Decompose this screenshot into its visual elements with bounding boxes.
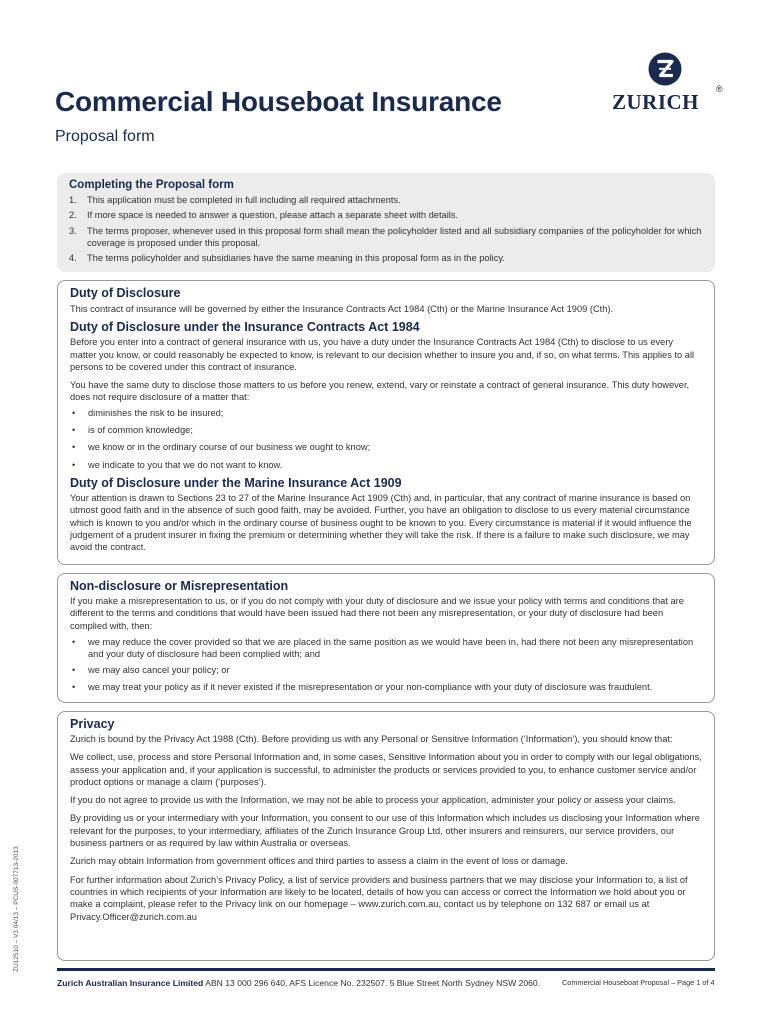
zurich-z-icon [648,52,682,86]
nondisclosure-heading: Non-disclosure or Misrepresentation [70,579,289,593]
list-item: • is of common knowledge; [72,425,193,436]
list-item: • we may reduce the cover provided so that we are placed in the same position as we would have been in, had there not been any misrepresentation and your duty of disclosure had been complied with; and [72,636,694,660]
duty-heading: Duty of Disclosure [70,286,181,300]
list-item: 4. The terms policyholder and subsidiaries have the same meaning in this proposal form as in the policy. [69,253,505,264]
footer-divider [57,968,715,971]
ica-bullet-list [70,407,702,471]
list-item: • we may also cancel your policy; or [72,665,230,676]
privacy-section [57,711,715,961]
document-code: ZU12510 – V3 04/13 – PCUS-007713-2013 [13,846,20,972]
privacy-paragraph: Zurich may obtain Information from government offices and third parties to assess a claim in the event of loss or damage. [70,856,568,867]
duty-intro: This contract of insurance will be governed by either the Insurance Contracts Act 1984 (Cth) or the Marine Insurance Act 1909 (Cth). [70,304,614,314]
footer-registration: ABN 13 000 296 640, AFS Licence No. 232507. 5 Blue Street North Sydney NSW 2060. [203,978,541,988]
privacy-heading: Privacy [70,717,115,731]
list-item: • diminishes the risk to be insured; [72,407,224,418]
footer-page-number: Commercial Houseboat Proposal – Page 1 of 4 [562,978,715,987]
ica-heading: Duty of Disclosure under the Insurance Contracts Act 1984 [70,320,420,335]
mia-heading: Duty of Disclosure under the Marine Insurance Act 1909 [70,475,402,490]
privacy-paragraph: Zurich is bound by the Privacy Act 1988 (Cth). Before providing us with any Personal or Sensitive Information (‘Information’), you should know that: [70,734,673,744]
duty-of-disclosure-section [57,280,715,565]
list-item: • we may treat your policy as if it never existed if the misrepresentation or your non-compliance with your duty of disclosure was fraudulent. [72,681,653,692]
privacy-paragraph: We collect, use, process and store Personal Information and, in some cases, Sensitive Information about you in order to comply with our legal obligations, assess your application and, if your application is successful, to administer the products or services provided to you, to enhance customer service and/or product options or manage a claim (‘purposes’). [70,752,702,787]
list-item: • we indicate to you that we do not want to know. [72,459,283,470]
list-item: 3. The terms proposer, whenever used in this proposal form shall mean the policyholder listed and all subsidiary companies of the policyholder for which coverage is proposed under this proposal. [69,225,702,248]
completing-heading: Completing the Proposal form [69,179,234,191]
footer-company-details [57,978,540,988]
logo-registered-mark: ® [716,84,723,94]
nondisclosure-bullet-list [70,636,702,693]
nondisclosure-section [57,573,715,703]
list-item: 1. This application must be completed in full including all required attachments. [69,195,401,205]
list-item: • we know or in the ordinary course of our business we ought to know; [72,442,371,453]
privacy-paragraph: By providing us or your intermediary with your Information, you consent to our use of this Information which includes us disclosing your Information where relevant for the purposes, to your intermediary, affiliates of the Zurich Insurance Group Ltd, other insurers and reinsurers, our service providers, our business partners or as required by law within Australia or overseas. [70,813,700,849]
completing-list [69,194,703,264]
privacy-paragraph: If you do not agree to provide us with the Information, we may not be able to process your application, administer your policy or assess your claims. [70,795,676,806]
list-item: 2. If more space is needed to answer a question, please attach a separate sheet with details. [69,210,459,221]
ica-paragraph-2: You have the same duty to disclose those matters to us before you renew, extend, vary or reinstate a contract of general insurance. This duty however, does not require disclosure of a matter that: [70,380,690,403]
ica-paragraph-1: Before you enter into a contract of general insurance with us, you have a duty under the Insurance Contracts Act 1984 (Cth) to disclose to us every matter you know, or could reasonably be expected to know, is relevant to our decision whether to insure you and, if so, on what terms. This applies to all persons to be covered under this contract of insurance. [70,337,695,372]
privacy-paragraph: For further information about Zurich’s Privacy Policy, a list of service providers and business partners that we may disclose your Information to, a list of countries in which recipients of your Information are likely to be located, details of how you can access or correct the Information we hold about you or make a complaint, please refer to the Privacy link on our homepage – www.zurich.com.au, contact us by telephone on 132 687 or email us at Privacy.Officer@zurich.com.au [70,874,688,922]
nondisclosure-paragraph: If you make a misrepresentation to us, or if you do not comply with your duty of disclosure and we issue your policy with terms and conditions that are different to the terms and conditions that would have been issued had there not been any misrepresentation, or your duty of disclosure had been complied with, then: [70,596,684,631]
page-title: Commercial Houseboat Insurance [55,86,502,117]
completing-section [57,173,715,272]
logo-wordmark: ZURICH [612,90,700,114]
mia-paragraph: Your attention is drawn to Sections 23 to 27 of the Marine Insurance Act 1909 (Cth) and, in particular, that any contract of marine insurance is based on utmost good faith and in the absence of such good faith, may be avoided. Further, you have an obligation to disclose to us every material circumstance which is known to you and/or which in the ordinary course of business ought to be known to you. Every circumstance is material if it would influence the judgement of a prudent insurer in fixing the premium or determining whether they will take the risk. If there is a failure to make such disclosure, we may avoid the contract. [70,492,692,553]
footer-company-name: Zurich Australian Insurance Limited [57,978,204,988]
page-subtitle: Proposal form [55,128,155,145]
zurich-logo [612,52,724,118]
